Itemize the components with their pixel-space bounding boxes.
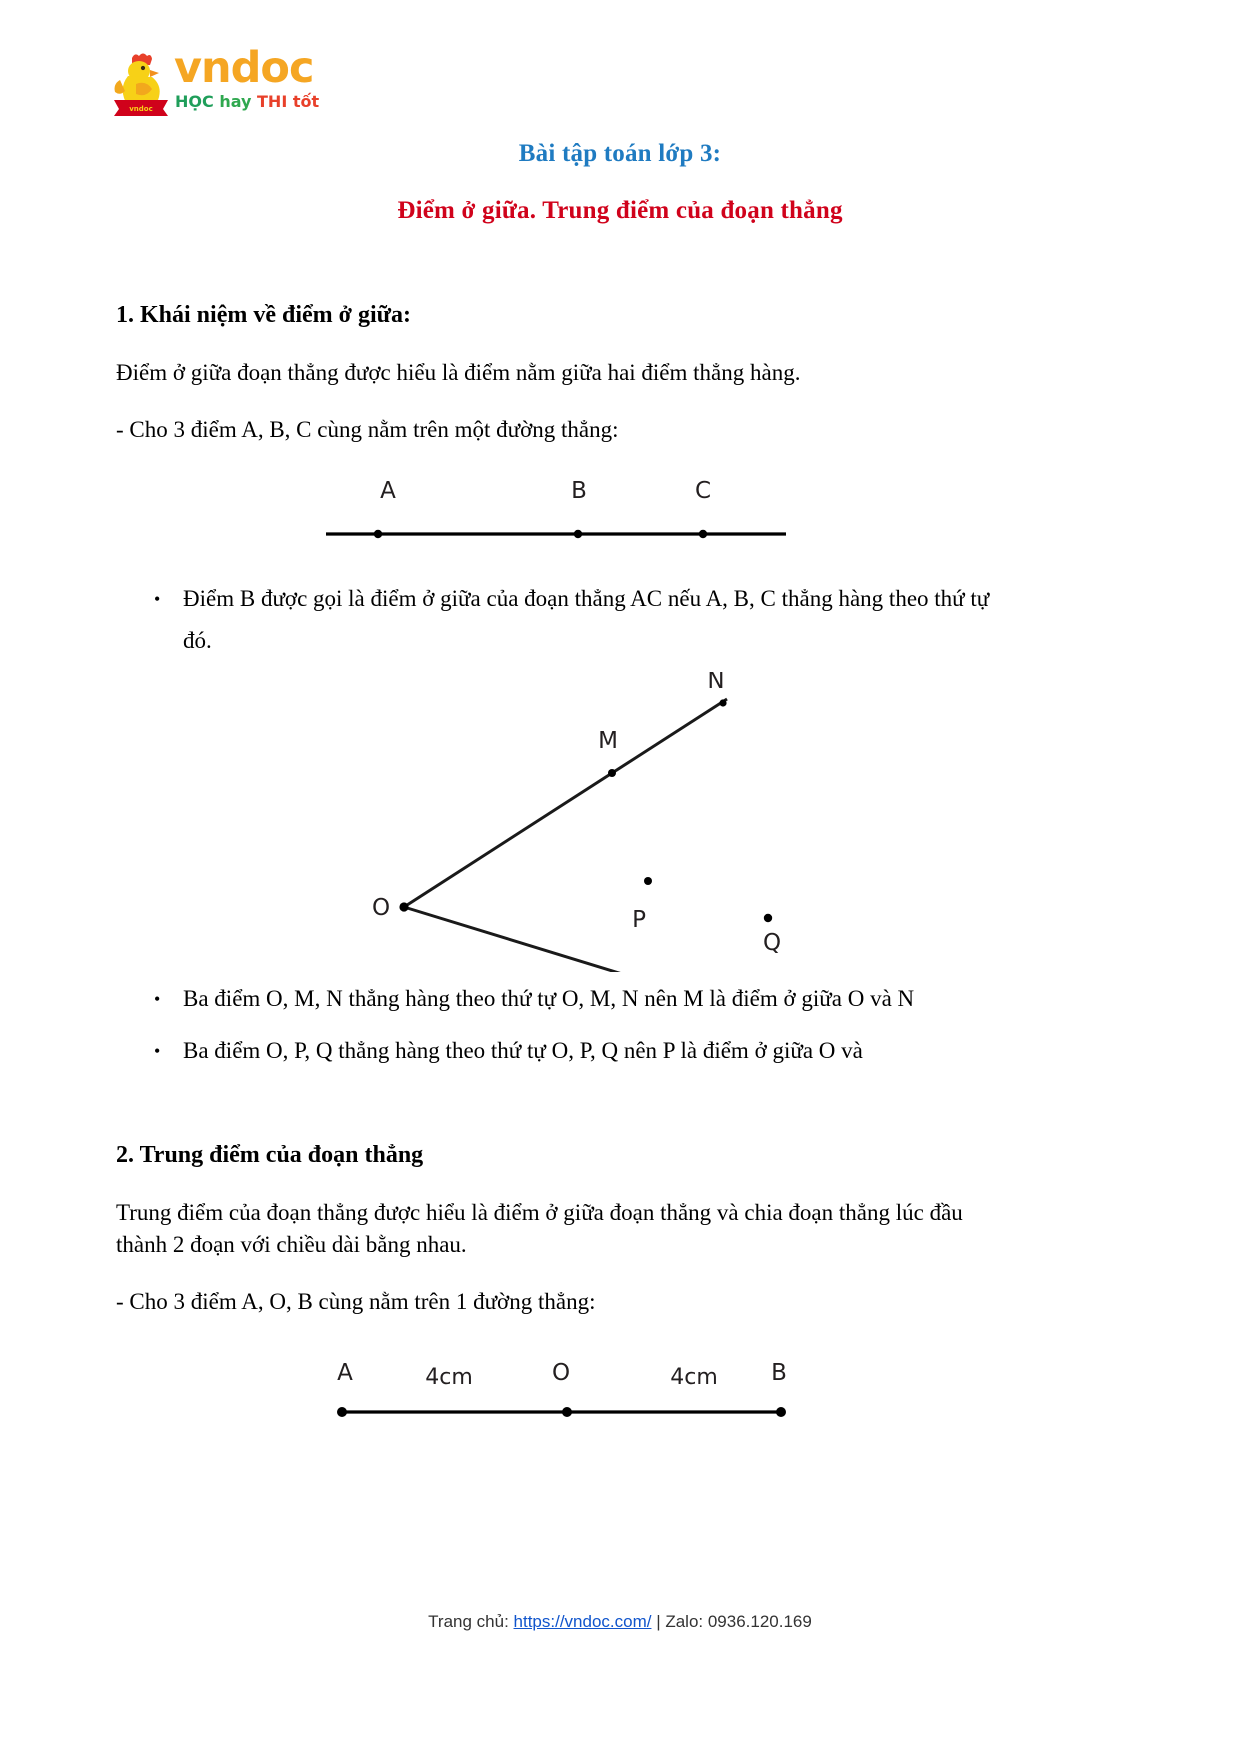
figure2-point-m <box>608 769 616 777</box>
footer-prefix: Trang chủ: <box>428 1612 514 1631</box>
figure1-point-a <box>374 530 382 538</box>
figure1-point-b <box>574 530 582 538</box>
figure3-measure-right: 4cm <box>670 1365 718 1390</box>
logo-wordmark <box>170 43 410 120</box>
figure2-point-p <box>644 877 652 885</box>
logo-brand-text: vndoc <box>174 43 314 93</box>
section-2-paragraph-1: Trung điểm của đoạn thẳng được hiểu là điểm ở giữa đoạn thẳng và chia đoạn thẳng lúc đầu thành 2 đoạn với chiều dài bằng nhau. <box>116 1200 963 1257</box>
bullet-group-1 <box>116 578 1008 672</box>
figure2-point-n <box>719 699 726 706</box>
tagline-word-hoc: HỌC <box>175 92 214 111</box>
figure2-point-q <box>764 914 772 922</box>
figure3-point-b <box>776 1407 786 1417</box>
figure3-label-b: B <box>771 1360 787 1386</box>
list-item: • Điểm B được gọi là điểm ở giữa của đoạn thẳng AC nếu A, B, C thẳng hàng theo thứ tự đó. <box>116 578 1008 662</box>
section-1-paragraph-2: - Cho 3 điểm A, B, C cùng nằm trên một đường thẳng: <box>116 417 619 442</box>
figure1-label-b: B <box>571 478 587 504</box>
figure3-point-o <box>562 1407 572 1417</box>
content-block-top <box>116 300 1008 466</box>
bullet-list-2 <box>116 978 1008 1072</box>
page-title: Bài tập toán lớp 3: <box>518 140 722 167</box>
bullet-group-2 <box>116 978 1008 1082</box>
section-2-heading: 2. Trung điểm của đoạn thẳng <box>116 1142 424 1168</box>
section-1-paragraph-1: Điểm ở giữa đoạn thẳng được hiểu là điểm nằm giữa hai điểm thẳng hàng. <box>116 360 801 385</box>
footer-homepage-link[interactable]: https://vndoc.com/ <box>513 1612 652 1631</box>
figure3-point-a <box>337 1407 347 1417</box>
content-block-section-2 <box>116 1140 1008 1343</box>
section-2-paragraph-2: - Cho 3 điểm A, O, B cùng nằm trên 1 đường thẳng: <box>116 1289 596 1314</box>
figure2-label-n: N <box>707 672 725 694</box>
figure2-label-p: P <box>632 907 646 933</box>
figure-collinear-abc <box>0 470 1240 560</box>
figure3-label-o: O <box>551 1360 571 1386</box>
figure-rays-omn-opq <box>0 672 1240 972</box>
figure2-point-o <box>399 902 408 911</box>
tagline-word-thi: THI <box>257 92 288 111</box>
figure1-label-c: C <box>694 478 712 504</box>
footer-suffix: | Zalo: 0936.120.169 <box>651 1612 812 1631</box>
tagline-word-tot: tốt <box>292 92 320 111</box>
figure1-point-c <box>699 530 707 538</box>
figure2-label-m: M <box>598 728 618 754</box>
logo-tagline <box>175 93 319 111</box>
footer <box>0 1612 1240 1632</box>
section-1-heading: 1. Khái niệm về điểm ở giữa: <box>116 302 412 328</box>
figure3-measure-left: 4cm <box>425 1365 473 1390</box>
bullet-list-1 <box>116 578 1008 662</box>
list-item: • Ba điểm O, P, Q thẳng hàng theo thứ tự O, P, Q nên P là điểm ở giữa O và <box>116 1030 1008 1072</box>
page-subtitle: Điểm ở giữa. Trung điểm của đoạn thẳng <box>397 197 843 224</box>
figure2-label-q: Q <box>762 930 782 956</box>
figure3-label-a: A <box>337 1360 353 1386</box>
list-item: • Ba điểm O, M, N thẳng hàng theo thứ tự O, M, N nên M là điểm ở giữa O và N <box>116 978 1008 1020</box>
figure1-label-a: A <box>380 478 396 504</box>
vndoc-logo[interactable] <box>112 43 412 124</box>
svg-text:vndoc: vndoc <box>129 105 153 113</box>
figure-midpoint-aob <box>0 1340 1240 1450</box>
tagline-word-hay: hay <box>219 92 252 111</box>
chicken-mascot-icon <box>112 50 170 116</box>
figure2-label-o: O <box>371 895 391 921</box>
